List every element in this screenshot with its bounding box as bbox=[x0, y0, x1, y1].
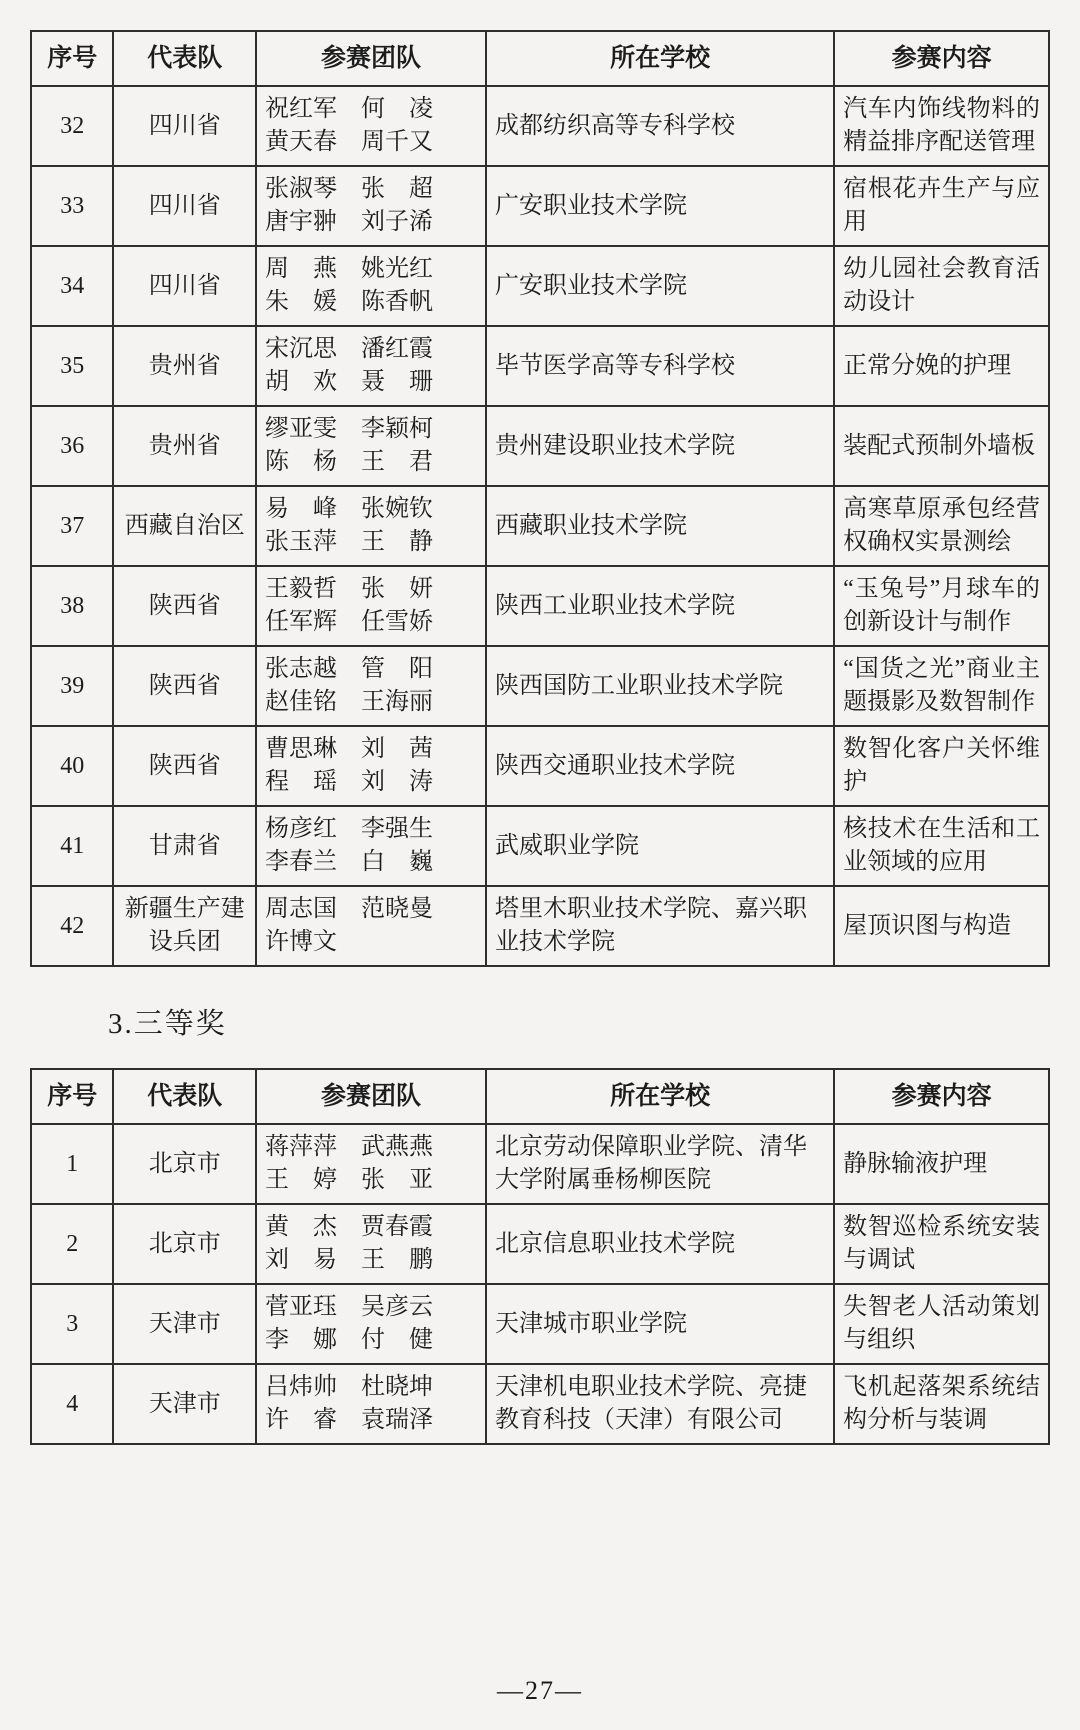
team-member-line: 程 瑶 刘 涛 bbox=[264, 769, 433, 795]
cell-competition-content: 数智巡检系统安装与调试 bbox=[834, 1204, 1049, 1284]
column-header: 序号 bbox=[31, 1069, 113, 1124]
team-member-line: 任军辉 任雪娇 bbox=[264, 609, 433, 635]
table-row bbox=[31, 326, 1049, 406]
team-member-line: 陈 杨 王 君 bbox=[264, 449, 433, 475]
cell-serial-number: 39 bbox=[31, 646, 113, 726]
cell-competition-content: 高寒草原承包经营权确权实景测绘 bbox=[834, 486, 1049, 566]
cell-delegation: 甘肃省 bbox=[113, 806, 256, 886]
cell-delegation: 天津市 bbox=[113, 1284, 256, 1364]
team-member-line: 许 睿 袁瑞泽 bbox=[264, 1407, 433, 1433]
team-member-line: 唐宇翀 刘子浠 bbox=[264, 209, 433, 235]
cell-serial-number: 40 bbox=[31, 726, 113, 806]
cell-serial-number: 41 bbox=[31, 806, 113, 886]
table-row bbox=[31, 1364, 1049, 1444]
cell-team-members bbox=[256, 566, 486, 646]
cell-school: 贵州建设职业技术学院 bbox=[486, 406, 834, 486]
cell-team-members bbox=[256, 806, 486, 886]
team-member-line: 李春兰 白 巍 bbox=[264, 849, 433, 875]
cell-team-members bbox=[256, 86, 486, 166]
table-row bbox=[31, 486, 1049, 566]
cell-delegation: 新疆生产建设兵团 bbox=[113, 886, 256, 966]
table-row bbox=[31, 406, 1049, 486]
team-member-line: 黄 杰 贾春霞 bbox=[264, 1214, 433, 1240]
cell-team-members bbox=[256, 1284, 486, 1364]
team-member-line: 朱 媛 陈香帆 bbox=[264, 289, 433, 315]
cell-team-members bbox=[256, 886, 486, 966]
table-row bbox=[31, 246, 1049, 326]
column-header: 所在学校 bbox=[486, 1069, 834, 1124]
team-member-line: 张志越 管 阳 bbox=[264, 656, 433, 682]
team-member-line: 周志国 范晓曼 bbox=[264, 896, 433, 922]
table-row bbox=[31, 726, 1049, 806]
cell-delegation: 陕西省 bbox=[113, 566, 256, 646]
header-row bbox=[31, 31, 1049, 86]
page-number: —27— bbox=[497, 1676, 583, 1705]
cell-serial-number: 37 bbox=[31, 486, 113, 566]
cell-school: 北京劳动保障职业学院、清华大学附属垂杨柳医院 bbox=[486, 1124, 834, 1204]
team-member-line: 宋沉思 潘红霞 bbox=[264, 336, 433, 362]
cell-serial-number: 38 bbox=[31, 566, 113, 646]
table-row bbox=[31, 806, 1049, 886]
cell-school: 陕西工业职业技术学院 bbox=[486, 566, 834, 646]
cell-competition-content: 正常分娩的护理 bbox=[834, 326, 1049, 406]
team-member-line: 张淑琴 张 超 bbox=[264, 176, 433, 202]
cell-school: 陕西国防工业职业技术学院 bbox=[486, 646, 834, 726]
team-member-line: 杨彦红 李强生 bbox=[264, 816, 433, 842]
cell-delegation: 四川省 bbox=[113, 166, 256, 246]
cell-serial-number: 35 bbox=[31, 326, 113, 406]
team-member-line: 张玉萍 王 静 bbox=[264, 529, 433, 555]
cell-delegation: 陕西省 bbox=[113, 646, 256, 726]
cell-serial-number: 4 bbox=[31, 1364, 113, 1444]
team-member-line: 胡 欢 聂 珊 bbox=[264, 369, 433, 395]
cell-serial-number: 32 bbox=[31, 86, 113, 166]
second-prize-table bbox=[30, 30, 1050, 967]
cell-serial-number: 2 bbox=[31, 1204, 113, 1284]
team-member-line: 黄天春 周千又 bbox=[264, 129, 433, 155]
team-member-line: 祝红军 何 凌 bbox=[264, 96, 433, 122]
column-header: 所在学校 bbox=[486, 31, 834, 86]
column-header: 代表队 bbox=[113, 31, 256, 86]
team-member-line: 缪亚雯 李颖柯 bbox=[264, 416, 433, 442]
cell-team-members bbox=[256, 1364, 486, 1444]
table-row bbox=[31, 1124, 1049, 1204]
cell-delegation: 贵州省 bbox=[113, 326, 256, 406]
cell-serial-number: 3 bbox=[31, 1284, 113, 1364]
cell-team-members bbox=[256, 486, 486, 566]
cell-school: 广安职业技术学院 bbox=[486, 246, 834, 326]
cell-school: 北京信息职业技术学院 bbox=[486, 1204, 834, 1284]
cell-delegation: 贵州省 bbox=[113, 406, 256, 486]
cell-competition-content: 幼儿园社会教育活动设计 bbox=[834, 246, 1049, 326]
section-heading: 3.三等奖 bbox=[108, 1008, 227, 1040]
cell-delegation: 四川省 bbox=[113, 86, 256, 166]
cell-school: 毕节医学高等专科学校 bbox=[486, 326, 834, 406]
cell-team-members bbox=[256, 166, 486, 246]
table-row bbox=[31, 1284, 1049, 1364]
team-member-line: 吕炜帅 杜晓坤 bbox=[264, 1374, 433, 1400]
table-row bbox=[31, 86, 1049, 166]
cell-school: 天津机电职业技术学院、亮捷教育科技（天津）有限公司 bbox=[486, 1364, 834, 1444]
team-member-line: 赵佳铭 王海丽 bbox=[264, 689, 433, 715]
cell-serial-number: 1 bbox=[31, 1124, 113, 1204]
cell-serial-number: 36 bbox=[31, 406, 113, 486]
cell-team-members bbox=[256, 1124, 486, 1204]
cell-school: 武威职业学院 bbox=[486, 806, 834, 886]
cell-school: 天津城市职业学院 bbox=[486, 1284, 834, 1364]
team-member-line: 王毅哲 张 妍 bbox=[264, 576, 433, 602]
column-header: 参赛团队 bbox=[256, 1069, 486, 1124]
cell-school: 西藏职业技术学院 bbox=[486, 486, 834, 566]
cell-team-members bbox=[256, 406, 486, 486]
cell-team-members bbox=[256, 326, 486, 406]
cell-competition-content: 汽车内饰线物料的精益排序配送管理 bbox=[834, 86, 1049, 166]
table-row bbox=[31, 566, 1049, 646]
cell-team-members bbox=[256, 1204, 486, 1284]
header-row bbox=[31, 1069, 1049, 1124]
table-row bbox=[31, 886, 1049, 966]
cell-competition-content: 飞机起落架系统结构分析与装调 bbox=[834, 1364, 1049, 1444]
cell-delegation: 北京市 bbox=[113, 1124, 256, 1204]
cell-school: 广安职业技术学院 bbox=[486, 166, 834, 246]
cell-serial-number: 42 bbox=[31, 886, 113, 966]
cell-competition-content: 装配式预制外墙板 bbox=[834, 406, 1049, 486]
cell-competition-content: 屋顶识图与构造 bbox=[834, 886, 1049, 966]
third-prize-table bbox=[30, 1068, 1050, 1445]
team-member-line: 王 婷 张 亚 bbox=[264, 1167, 433, 1193]
cell-delegation: 西藏自治区 bbox=[113, 486, 256, 566]
table-row bbox=[31, 646, 1049, 726]
cell-school: 塔里木职业技术学院、嘉兴职业技术学院 bbox=[486, 886, 834, 966]
cell-competition-content: 静脉输液护理 bbox=[834, 1124, 1049, 1204]
team-member-line: 刘 易 王 鹏 bbox=[264, 1247, 433, 1273]
table-row bbox=[31, 166, 1049, 246]
team-member-line: 菅亚珏 吴彦云 bbox=[264, 1294, 433, 1320]
cell-team-members bbox=[256, 646, 486, 726]
cell-school: 陕西交通职业技术学院 bbox=[486, 726, 834, 806]
cell-delegation: 天津市 bbox=[113, 1364, 256, 1444]
cell-team-members bbox=[256, 246, 486, 326]
cell-competition-content: 数智化客户关怀维护 bbox=[834, 726, 1049, 806]
cell-competition-content: 失智老人活动策划与组织 bbox=[834, 1284, 1049, 1364]
cell-delegation: 北京市 bbox=[113, 1204, 256, 1284]
column-header: 代表队 bbox=[113, 1069, 256, 1124]
team-member-line: 蒋萍萍 武燕燕 bbox=[264, 1134, 433, 1160]
table-row bbox=[31, 1204, 1049, 1284]
cell-delegation: 四川省 bbox=[113, 246, 256, 326]
cell-serial-number: 34 bbox=[31, 246, 113, 326]
team-member-line: 易 峰 张婉钦 bbox=[264, 496, 433, 522]
team-member-line: 周 燕 姚光红 bbox=[264, 256, 433, 282]
column-header: 参赛内容 bbox=[834, 1069, 1049, 1124]
cell-delegation: 陕西省 bbox=[113, 726, 256, 806]
cell-school: 成都纺织高等专科学校 bbox=[486, 86, 834, 166]
cell-team-members bbox=[256, 726, 486, 806]
column-header: 序号 bbox=[31, 31, 113, 86]
column-header: 参赛内容 bbox=[834, 31, 1049, 86]
team-member-line: 李 娜 付 健 bbox=[264, 1327, 433, 1353]
cell-serial-number: 33 bbox=[31, 166, 113, 246]
cell-competition-content: “玉兔号”月球车的创新设计与制作 bbox=[834, 566, 1049, 646]
cell-competition-content: 宿根花卉生产与应用 bbox=[834, 166, 1049, 246]
team-member-line: 曹思琳 刘 茜 bbox=[264, 736, 433, 762]
cell-competition-content: “国货之光”商业主题摄影及数智制作 bbox=[834, 646, 1049, 726]
cell-competition-content: 核技术在生活和工业领域的应用 bbox=[834, 806, 1049, 886]
column-header: 参赛团队 bbox=[256, 31, 486, 86]
team-member-line: 许博文 bbox=[264, 929, 337, 955]
